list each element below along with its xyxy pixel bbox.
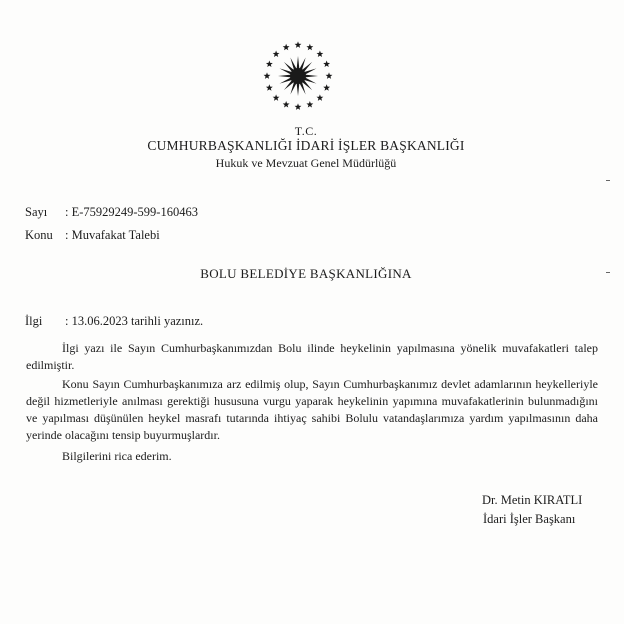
seal-star xyxy=(306,44,313,51)
seal-star xyxy=(273,50,280,57)
sun-ray xyxy=(297,56,300,69)
seal-star xyxy=(326,72,333,79)
country-abbreviation: T.C. xyxy=(294,124,318,138)
institution-name: CUMHURBAŞKANLIĞI İDARİ İŞLER BAŞKANLIĞI xyxy=(147,138,465,153)
scan-edge-mark xyxy=(606,272,610,273)
seal-star xyxy=(273,94,280,101)
department-name: Hukuk ve Mevzuat Genel Müdürlüğü xyxy=(215,156,397,170)
konu-value: : Muvafakat Talebi xyxy=(65,228,160,242)
seal-star xyxy=(317,50,324,57)
seal-star xyxy=(266,84,273,91)
sun-ray xyxy=(297,83,300,96)
addressee: BOLU BELEDİYE BAŞKANLIĞINA xyxy=(200,266,412,281)
reference-value: : 13.06.2023 tarihli yazınız. xyxy=(65,314,204,328)
seal-star xyxy=(317,94,324,101)
seal-star xyxy=(323,61,330,68)
body-paragraph-3: Bilgilerini rica ederim. xyxy=(62,449,172,463)
sayi-label: Sayı xyxy=(25,205,48,219)
seal-star xyxy=(283,44,290,51)
seal-star xyxy=(264,72,271,79)
seal-star xyxy=(266,61,273,68)
sayi-value: : E-75929249-599-160463 xyxy=(65,205,198,219)
seal-star xyxy=(283,101,290,108)
seal-star xyxy=(295,103,302,110)
seal-star xyxy=(323,84,330,91)
body-paragraph-1: İlgi yazı ile Sayın Cumhurbaşkanımızdan Bolu ilinde heykelinin yapılmasına yönelik muvafakatleri talep edilmiştir. xyxy=(26,341,598,372)
signatory-title: İdari İşler Başkanı xyxy=(483,512,576,526)
konu-label: Konu xyxy=(25,228,53,242)
signatory-name: Dr. Metin KIRATLI xyxy=(482,493,583,507)
scan-edge-mark xyxy=(606,180,610,181)
presidential-seal-icon xyxy=(262,40,334,112)
reference-label: İlgi xyxy=(25,314,43,328)
body-paragraph-2: Konu Sayın Cumhurbaşkanımıza arz edilmiş olup, Sayın Cumhurbaşkanımız devlet adamlarının heykelleriyle değil hizmetleriyle anılması gerektiği hususuna vurgu yaparak heykelinin yapımına muvafakatlerinin bulunmadığını ve yapılması düşünülen heykel masrafı tutarında ihtiyaç sahibi Bolulu vatandaşlarımıza yardım yapılmasının daha yerinde olacağını tensip buyurmuşlardır. xyxy=(26,377,598,442)
seal-star xyxy=(306,101,313,108)
sun-ray xyxy=(305,75,318,78)
sun-ray xyxy=(278,75,291,78)
seal-star xyxy=(295,41,302,48)
